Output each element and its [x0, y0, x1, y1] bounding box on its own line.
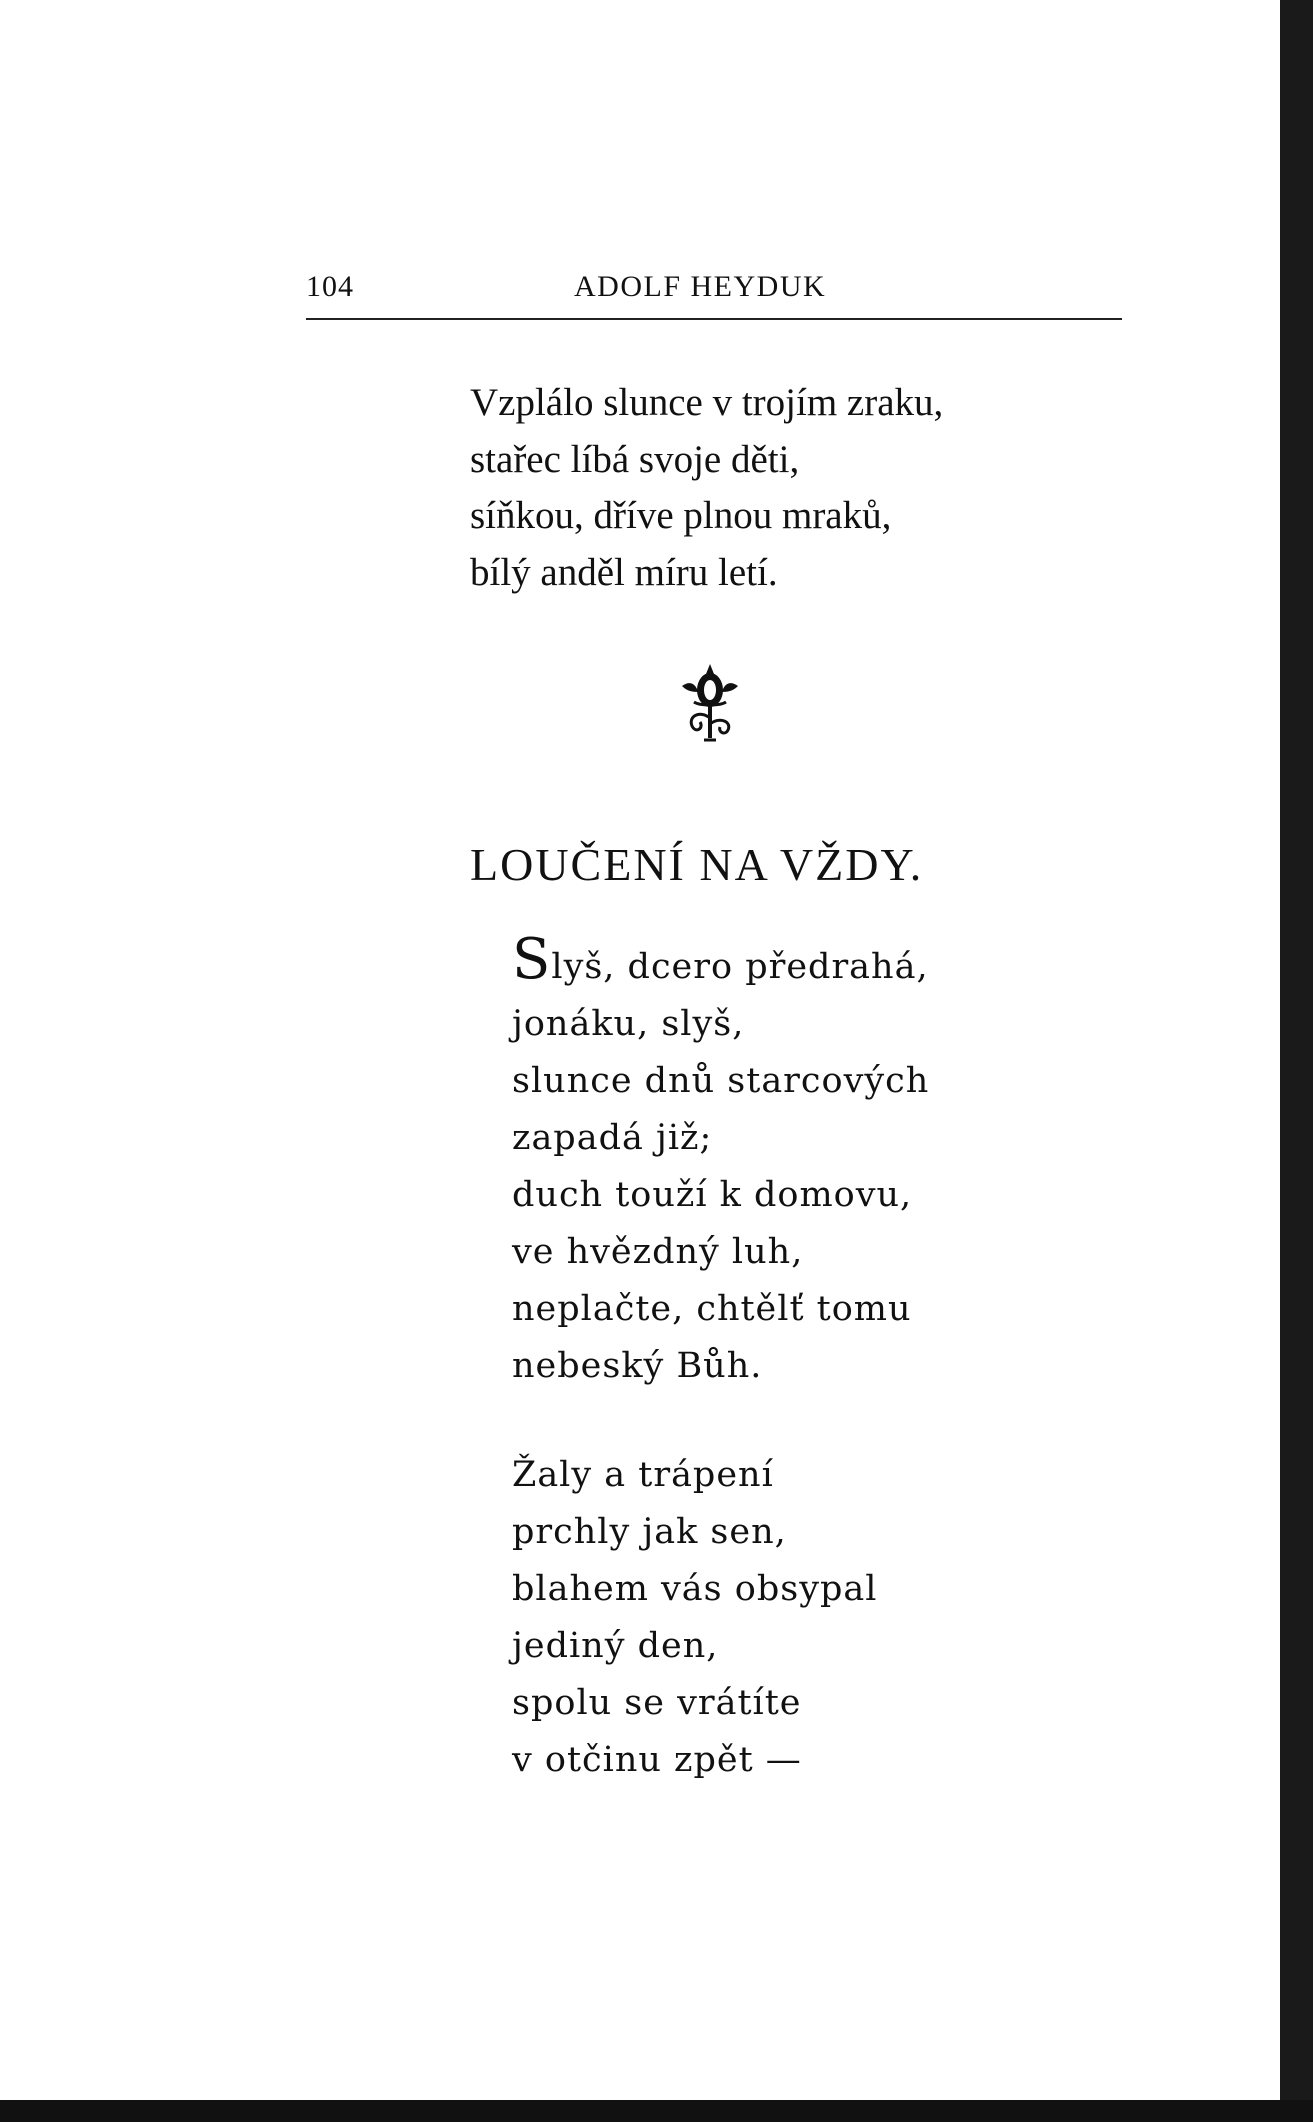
- verse-line: zapadá již;: [512, 1118, 713, 1158]
- verse-line: síňkou, dříve plnou mraků,: [470, 494, 892, 537]
- poem-stanza-1: [512, 927, 930, 1395]
- verse-line-rest: lyš, dcero předrahá,: [551, 947, 929, 987]
- verse-line: blahem vás obsypal: [512, 1569, 878, 1609]
- verse-line: bílý anděl míru letí.: [470, 550, 778, 594]
- verse-line: jediný den,: [512, 1626, 719, 1666]
- running-head-author: ADOLF HEYDUK: [574, 270, 827, 303]
- verse-line: stařec líbá svoje děti,: [470, 437, 800, 481]
- scan-right-edge: [1280, 0, 1313, 2122]
- page-number: 104: [306, 270, 354, 303]
- verse-line: Vzplálo slunce v trojím zraku,: [470, 381, 944, 424]
- verse-line: nebeský Bůh.: [512, 1346, 763, 1386]
- previous-poem-final-stanza: [470, 375, 943, 601]
- running-head: [306, 270, 1122, 320]
- poem-stanza-2: [512, 1447, 877, 1789]
- verse-line: v otčinu zpět —: [512, 1740, 802, 1780]
- verse-line: [512, 927, 929, 996]
- verse-line: neplačte, chtělť tomu: [512, 1289, 912, 1329]
- verse-line: spolu se vrátíte: [512, 1683, 802, 1723]
- verse-line: prchly jak sen,: [512, 1512, 787, 1552]
- header-rule: [306, 318, 1122, 320]
- verse-line: Žaly a trápení: [512, 1455, 774, 1495]
- verse-line: duch touží k domovu,: [512, 1175, 913, 1215]
- verse-line: jonáku, slyš,: [512, 1004, 745, 1044]
- poem-title: LOUČENÍ NA VŽDY.: [470, 839, 924, 890]
- scan-bottom-edge: [0, 2100, 1313, 2122]
- drop-cap: S: [512, 927, 552, 992]
- floral-fleuron-icon: [670, 660, 750, 750]
- verse-line: ve hvězdný luh,: [512, 1232, 804, 1272]
- verse-line: slunce dnů starcových: [512, 1061, 930, 1101]
